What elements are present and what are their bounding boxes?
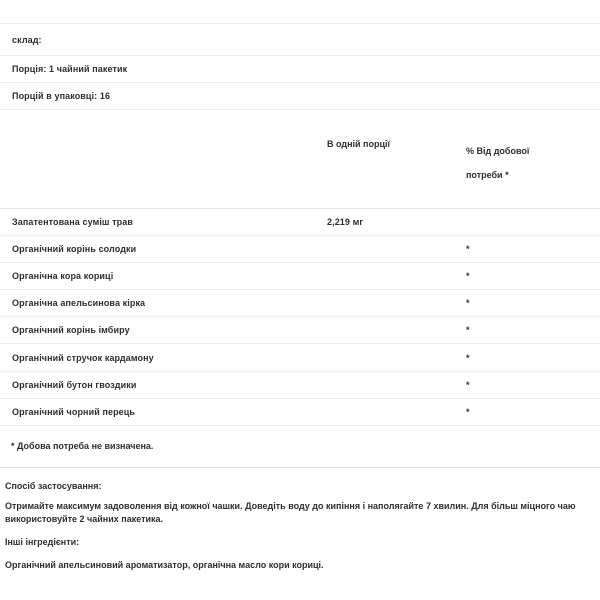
serving-size-row (0, 56, 600, 83)
bottom-section (0, 481, 600, 573)
servings-per-container-row (0, 83, 600, 110)
daily-value-footnote: * Добова потреба не визначена. (11, 441, 154, 452)
table-row (0, 209, 600, 236)
ingredient-dv: * (466, 406, 470, 417)
ingredient-name: Органічний корінь солодки (12, 244, 137, 255)
ingredient-name: Органічний стручок кардамону (12, 352, 154, 363)
ingredient-dv: * (466, 379, 470, 390)
composition-label: склад: (12, 34, 42, 45)
daily-value-column-header (466, 139, 529, 187)
servings-per-container-label: Порцій в упаковці: 16 (12, 91, 111, 101)
ingredient-name: Запатентована суміш трав (12, 217, 133, 228)
ingredient-dv: * (466, 271, 470, 282)
table-row (0, 372, 600, 399)
directions-text: Отримайте максимум задоволення від кожної чашки. Доведіть воду до кипіння і наполягайте 7 хвилин. Для більш міцного чаю використовуйте 2 чайних пакетика. (5, 500, 576, 525)
ingredient-dv: * (466, 352, 470, 363)
ingredient-name: Органічний корінь імбиру (12, 325, 130, 336)
table-row (0, 317, 600, 344)
other-ingredients-label: Інші інгредієнти: (5, 536, 80, 547)
table-row (0, 399, 600, 426)
ingredient-dv: * (466, 325, 470, 336)
ingredient-dv: * (466, 244, 470, 255)
ingredient-name: Органічна кора кориці (12, 271, 114, 282)
composition-row (0, 23, 600, 56)
serving-size-label: Порція: 1 чайний пакетик (12, 64, 128, 74)
ingredient-name: Органічний бутон гвоздики (12, 379, 137, 390)
ingredient-name: Органічний чорний перець (12, 406, 136, 417)
footnote-band (0, 426, 600, 468)
daily-value-header-line1: % Від добової (466, 146, 530, 156)
daily-value-header-line2: потреби * (466, 170, 509, 180)
other-ingredients-text: Органічний апельсиновий ароматизатор, органічна масло кори кориці. (5, 559, 324, 570)
table-row (0, 263, 600, 290)
ingredient-dv: * (466, 298, 470, 309)
directions-label: Спосіб застосування: (5, 480, 102, 491)
table-row (0, 290, 600, 317)
amount-column-header: В одній порції (327, 139, 391, 149)
table-row (0, 344, 600, 371)
table-column-header (0, 110, 600, 209)
table-row (0, 236, 600, 263)
ingredient-amount: 2,219 мг (327, 217, 364, 228)
ingredient-name: Органічна апельсинова кірка (12, 298, 146, 309)
top-spacer (0, 0, 600, 23)
